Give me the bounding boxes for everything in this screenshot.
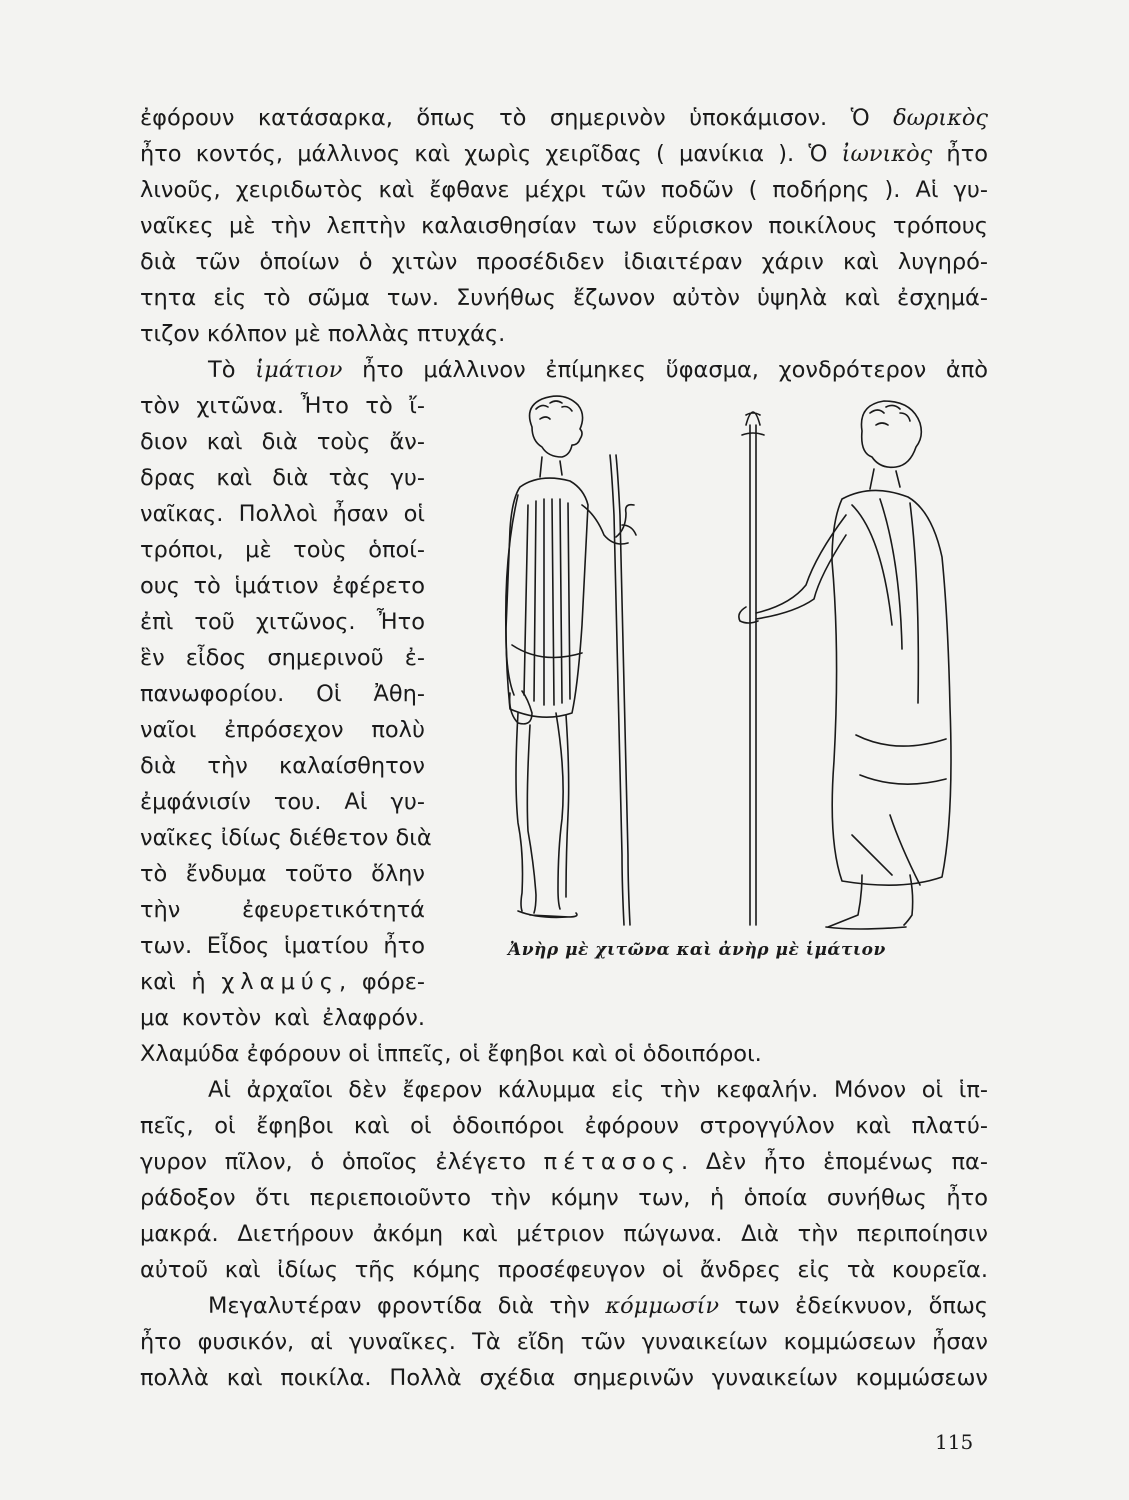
text-line	[140, 496, 425, 532]
text-segment: ναῖκες μὲ τὴν λεπτὴν καλαισθησίαν των εὕρισκον ποικίλους τρόπους	[140, 213, 988, 239]
text-segment: ἦτο κοντός, μάλλινος καὶ χωρὶς χειρῖδας ( μανίκια ). Ὁ	[140, 141, 842, 167]
text-segment: ναῖκας. Πολλοὶ ἦσαν οἱ	[140, 501, 425, 527]
text-line	[140, 1252, 988, 1288]
text-line	[140, 856, 425, 892]
text-line	[140, 928, 425, 964]
text-segment: πολλὰ καὶ ποικίλα. Πολλὰ σχέδια σημερινῶν γυναικείων κομμώσεων	[140, 1365, 988, 1391]
text-segment: των. Εἶδος ἱματίου ἦτο	[140, 933, 425, 959]
text-line	[140, 424, 425, 460]
text-segment: ἦτο φυσικόν, αἱ γυναῖκες. Τὰ εἴδη τῶν γυναικείων κομμώσεων ἦσαν	[140, 1329, 988, 1355]
text-segment: γυρον πῖλον, ὁ ὁποῖος ἐλέγετο	[140, 1149, 544, 1175]
text-line	[140, 1360, 988, 1396]
spaced-term: πέτασος	[543, 1149, 681, 1175]
text-segment: Χλαμύδα ἐφόρουν οἱ ἱππεῖς, οἱ ἔφηβοι καὶ οἱ ὁδοιπόροι.	[140, 1041, 762, 1067]
text-line	[140, 964, 425, 1000]
text-line	[140, 1108, 988, 1144]
text-line	[140, 532, 425, 568]
text-line	[140, 1000, 425, 1036]
text-line	[140, 172, 988, 208]
text-line	[140, 316, 988, 352]
text-line	[140, 676, 425, 712]
text-line	[140, 604, 425, 640]
text-segment: λινοῦς, χειριδωτὸς καὶ ἔφθανε μέχρι τῶν ποδῶν ( ποδήρης ). Αἱ γυ-	[140, 177, 988, 203]
text-line	[140, 1144, 988, 1180]
text-segment: ναῖοι ἐπρόσεχον πολὺ	[140, 717, 425, 743]
text-segment: τρόποι, μὲ τοὺς ὁποί-	[140, 537, 425, 563]
text-segment: ράδοξον ὅτι περιεποιοῦντο τὴν κόμην των, ἡ ὁποία συνήθως ἦτο	[140, 1185, 988, 1211]
italic-term: δωρικὸς	[893, 105, 988, 131]
text-line	[140, 1036, 988, 1072]
italic-term: κόμμωσίν	[605, 1293, 720, 1319]
text-line	[140, 820, 432, 856]
text-segment: μακρά. Διετήρουν ἀκόμη καὶ μέτριον πώγωνα. Διὰ τὴν περιποίησιν	[140, 1221, 988, 1247]
text-segment: τιζον κόλπον μὲ πολλὰς πτυχάς.	[140, 321, 506, 347]
text-segment: των ἐδείκνυον, ὅπως	[719, 1293, 989, 1319]
text-line	[140, 136, 988, 172]
text-segment: μα κοντὸν καὶ ἐλαφρόν.	[140, 1005, 425, 1031]
man-in-himation-figure	[739, 401, 951, 929]
text-line	[140, 1180, 988, 1216]
text-line	[140, 892, 425, 928]
text-segment: τητα εἰς τὸ σῶμα των. Συνήθως ἔζωνον αὐτὸν ὑψηλὰ καὶ ἐσχημά-	[140, 285, 988, 311]
figure-caption: Ἀνὴρ μὲ χιτῶνα καὶ ἀνὴρ μὲ ἱμάτιον	[508, 940, 886, 960]
text-segment: Μεγαλυτέραν φροντίδα διὰ τὴν	[208, 1293, 606, 1319]
text-line	[140, 784, 425, 820]
text-segment: . Δὲν ἦτο ἑπομένως πα-	[680, 1149, 988, 1175]
text-line	[140, 1216, 988, 1252]
spaced-term: χλαμύς	[221, 969, 339, 995]
text-line	[140, 280, 988, 316]
text-segment: Αἱ ἀρχαῖοι δὲν ἔφερον κάλυμμα εἰς τὴν κεφαλήν. Μόνον οἱ ἱπ-	[208, 1077, 988, 1103]
text-segment: διον καὶ διὰ τοὺς ἄν-	[140, 429, 425, 455]
italic-term: ἱμάτιον	[255, 357, 343, 383]
text-line	[140, 1072, 988, 1108]
text-segment: ἦτο	[932, 141, 989, 167]
text-line	[140, 100, 988, 136]
text-segment: ἐπὶ τοῦ χιτῶνος. Ἦτο	[140, 609, 425, 635]
text-segment: ἦτο μάλλινον ἐπίμηκες ὕφασμα, χονδρότερον ἀπὸ	[342, 357, 989, 383]
text-line	[140, 568, 425, 604]
text-segment: Τὸ	[208, 357, 256, 383]
figure-illustration	[470, 395, 990, 935]
text-line	[140, 640, 425, 676]
text-line	[140, 1288, 988, 1324]
text-line	[140, 352, 988, 388]
text-segment: καὶ ἡ	[140, 969, 222, 995]
italic-term: ἰωνικὸς	[841, 141, 933, 167]
text-line	[140, 1324, 988, 1360]
text-segment: , φόρε-	[339, 969, 425, 995]
text-segment: πεῖς, οἱ ἔφηβοι καὶ οἱ ὁδοιπόροι ἐφόρουν στρογγύλον καὶ πλατύ-	[140, 1113, 988, 1139]
text-segment: δρας καὶ διὰ τὰς γυ-	[140, 465, 425, 491]
text-segment: διὰ τὴν καλαίσθητον	[140, 753, 425, 779]
text-segment: τὸν χιτῶνα. Ἦτο τὸ ἴ-	[140, 393, 425, 419]
text-segment: τὸ ἔνδυμα τοῦτο ὅλην	[140, 861, 425, 887]
text-line	[140, 460, 425, 496]
text-segment: ἐφόρουν κατάσαρκα, ὅπως τὸ σημερινὸν ὑποκάμισον. Ὁ	[140, 105, 894, 131]
text-segment: ἐμφάνισίν του. Αἱ γυ-	[140, 789, 425, 815]
man-in-chiton-figure	[506, 396, 636, 925]
text-segment: τὴν ἐφευρετικότητά	[140, 897, 425, 923]
text-segment: διὰ τῶν ὁποίων ὁ χιτὼν προσέδιδεν ἰδιαιτέραν χάριν καὶ λυγηρό-	[140, 249, 988, 275]
text-segment: αὐτοῦ καὶ ἰδίως τῆς κόμης προσέφευγον οἱ ἄνδρες εἰς τὰ κουρεῖα.	[140, 1257, 988, 1283]
text-line	[140, 388, 425, 424]
text-segment: ους τὸ ἱμάτιον ἐφέρετο	[140, 573, 425, 599]
text-line	[140, 244, 988, 280]
text-line	[140, 208, 988, 244]
text-segment: πανωφορίου. Οἱ Ἀθη-	[140, 681, 425, 707]
text-segment: ναῖκες ἰδίως διέθετον διὰ	[140, 825, 432, 851]
text-segment: ἓν εἶδος σημερινοῦ ἐ-	[140, 645, 425, 671]
text-line	[140, 748, 425, 784]
page-number: 115	[935, 1430, 974, 1454]
text-line	[140, 712, 425, 748]
